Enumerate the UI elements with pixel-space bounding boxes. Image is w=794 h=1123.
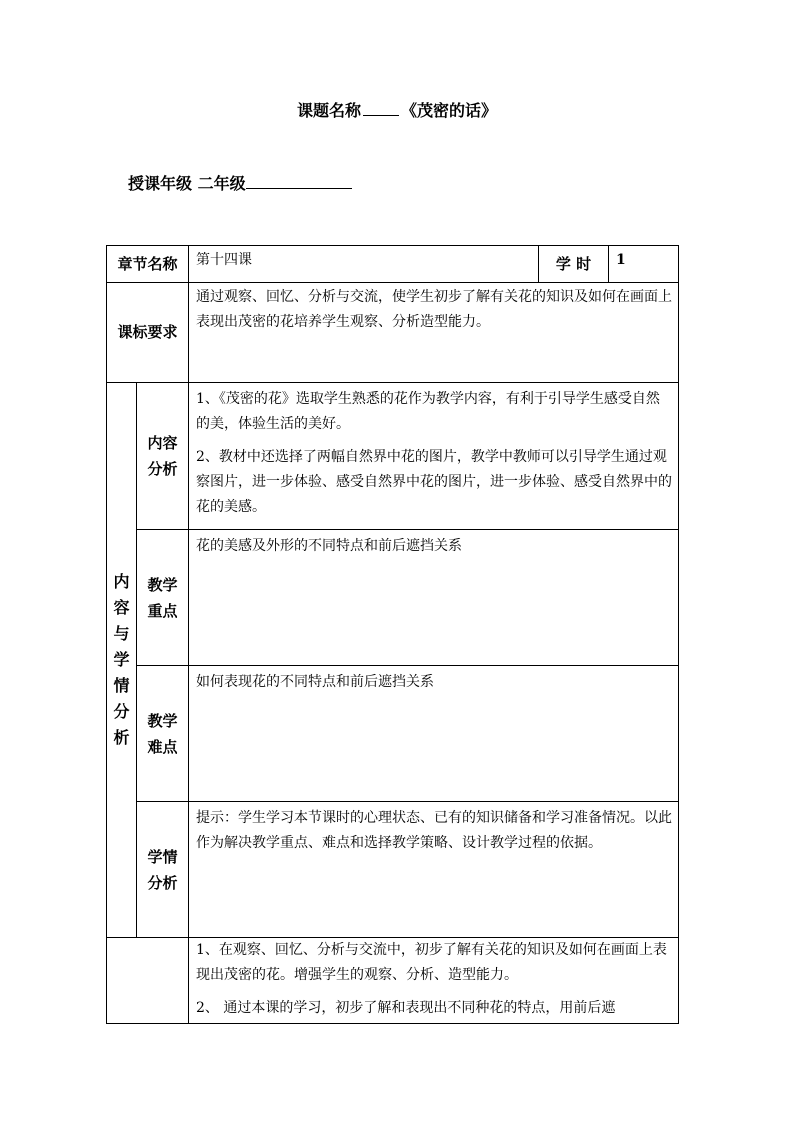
key-point: [189, 530, 679, 666]
standard-label: 课标要求: [107, 283, 189, 383]
learner-text: 提示：学生学习本节课时的心理状态、已有的知识储备和学习准备情况。以此作为解决教学重点、难点和选择教学策略、设计教学过程的依据。: [196, 810, 673, 851]
hours-label: 学 时: [539, 246, 609, 283]
lesson-name: 《茂密的话》: [401, 101, 498, 120]
hours-value: 1: [609, 246, 679, 283]
title-prefix: 课题名称: [296, 101, 361, 120]
chapter-value: 第十四课: [189, 246, 539, 283]
difficulty-point: [189, 666, 679, 802]
goal-paragraph-1: 1、在观察、回忆、分析与交流中，初步了解有关花的知识及如何在画面上表现出茂密的花。增强学生的观察、分析、造型能力。: [196, 942, 667, 983]
learner-analysis: [189, 802, 679, 938]
learner-label: [137, 802, 189, 938]
goal-label-cell: [107, 938, 189, 1024]
content-paragraph-2: 2、教材中还选择了两幅自然界中花的图片，教学中教师可以引导学生通过观察图片，进一步体验、感受自然界中花的图片，进一步体验、感受自然界中的花的美感。: [196, 449, 673, 515]
difficulty-text: 如何表现花的不同特点和前后遮挡关系: [196, 674, 435, 690]
standard-paragraph: 通过观察、回忆、分析与交流，使学生初步了解有关花的知识及如何在画面上表现出茂密的花培养学生观察、分析造型能力。: [196, 289, 673, 330]
content-analysis: [189, 383, 679, 530]
difficulty-label: [137, 666, 189, 802]
grade-value: 二年级: [197, 174, 246, 193]
section-label-text: 内容与学情分析: [113, 572, 130, 747]
key-label-text: 教学重点: [147, 575, 178, 620]
grade-line: [128, 171, 352, 194]
key-label: [137, 530, 189, 666]
learner-label-text: 学情分析: [147, 847, 178, 892]
chapter-label: 章节名称: [107, 246, 189, 283]
standard-text: [189, 283, 679, 383]
key-point-text: 花的美感及外形的不同特点和前后遮挡关系: [196, 538, 463, 554]
lesson-plan-table: [106, 245, 679, 1024]
content-label-text: 内容分析: [147, 434, 178, 478]
grade-label: 授课年级: [128, 174, 193, 193]
title-blank-line: [363, 101, 399, 116]
difficulty-label-text: 教学难点: [147, 711, 178, 756]
page-title: [0, 98, 794, 121]
teaching-goals: [189, 938, 679, 1024]
content-label: [137, 383, 189, 530]
grade-blank-line: [246, 174, 352, 189]
goal-paragraph-2: 2、 通过本课的学习，初步了解和表现出不同种花的特点，用前后遮: [196, 1000, 616, 1016]
content-paragraph-1: 1、《茂密的花》选取学生熟悉的花作为教学内容，有利于引导学生感受自然的美，体验生活的美好。: [196, 391, 660, 432]
section-label: [107, 383, 137, 938]
